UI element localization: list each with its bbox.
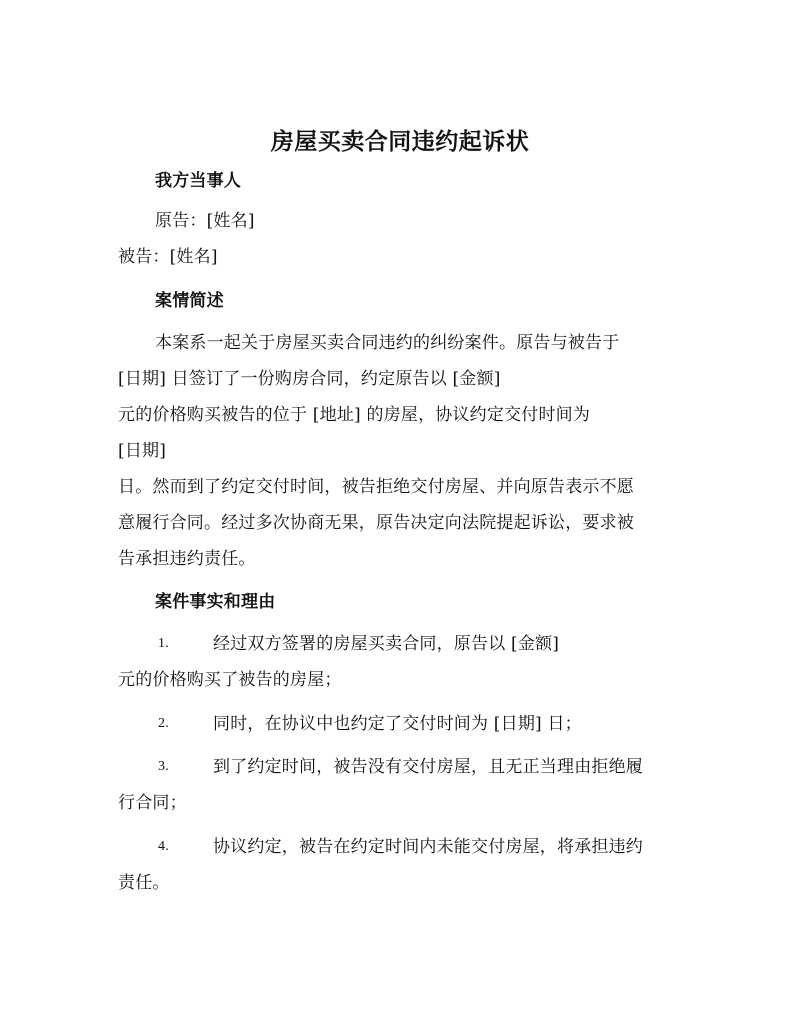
- list-item-text: 协议约定，被告在约定时间内未能交付房屋，将承担违约: [213, 837, 643, 857]
- list-item-text: 到了约定时间，被告没有交付房屋，且无正当理由拒绝履: [213, 757, 643, 777]
- list-item-number: 4.: [158, 839, 169, 854]
- section-heading-facts: 案件事实和理由: [155, 592, 276, 612]
- list-item-number: 3.: [158, 759, 169, 774]
- list-item-number: 2.: [158, 716, 169, 731]
- list-item-number: 1.: [158, 636, 169, 651]
- summary-line: 本案系一起关于房屋买卖合同违约的纠纷案件。原告与被告于: [155, 333, 620, 353]
- list-item-text: 经过双方签署的房屋买卖合同，原告以 [金额]: [213, 634, 560, 654]
- list-item-text: 责任。: [118, 873, 170, 893]
- section-heading-parties: 我方当事人: [155, 171, 241, 191]
- plaintiff-line: 原告：[姓名]: [155, 211, 255, 231]
- summary-line: [日期]: [118, 441, 167, 461]
- list-item-text: 同时，在协议中也约定了交付时间为 [日期] 日；: [213, 714, 582, 734]
- list-item-text: 元的价格购买了被告的房屋；: [118, 670, 342, 690]
- list-item-text: 行合同；: [118, 793, 187, 813]
- defendant-line: 被告：[姓名]: [118, 247, 218, 267]
- section-heading-summary: 案情简述: [155, 291, 224, 311]
- summary-line: 日。然而到了约定交付时间，被告拒绝交付房屋、并向原告表示不愿: [118, 477, 634, 497]
- summary-line: 元的价格购买被告的位于 [地址] 的房屋，协议约定交付时间为: [118, 405, 591, 425]
- document-title: 房屋买卖合同违约起诉状: [270, 128, 530, 155]
- summary-line: [日期] 日签订了一份购房合同，约定原告以 [金额]: [118, 369, 501, 389]
- summary-line: 意履行合同。经过多次协商无果，原告决定向法院提起诉讼，要求被: [118, 513, 634, 533]
- summary-line: 告承担违约责任。: [118, 549, 256, 569]
